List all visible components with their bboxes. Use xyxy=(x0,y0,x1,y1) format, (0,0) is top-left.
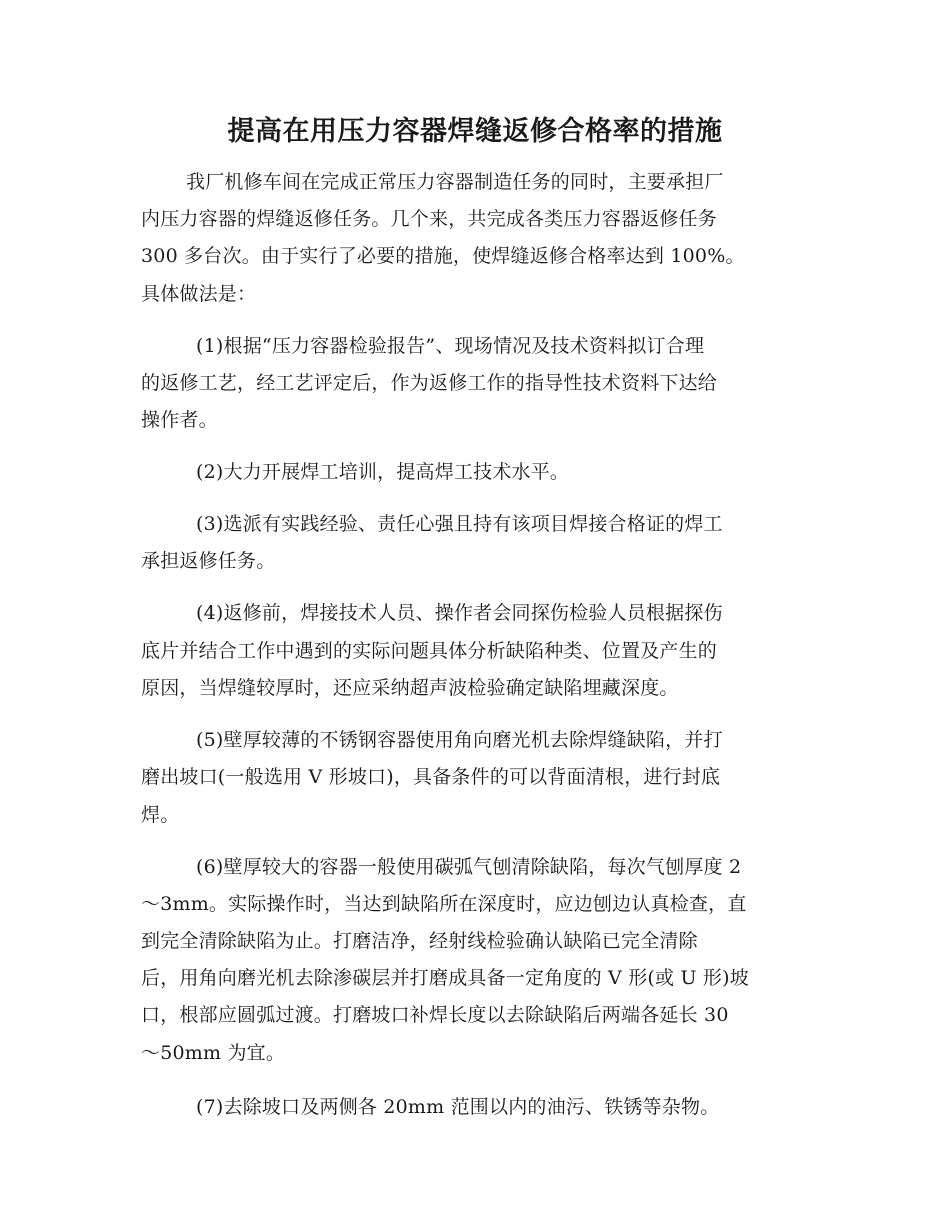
paragraph-line: 内压力容器的焊缝返修任务。几个来，共完成各类压力容器返修任务 xyxy=(141,208,718,230)
paragraph-line: 具体做法是： xyxy=(141,283,257,305)
paragraph-line: ～3mm。实际操作时，当达到缺陷所在深度时，应边刨边认真检查，直 xyxy=(141,893,747,915)
paragraph-line: (5)壁厚较薄的不锈钢容器使用角向磨光机去除焊缝缺陷，并打 xyxy=(196,729,723,751)
paragraph-line: 底片并结合工作中遇到的实际问题具体分析缺陷种类、位置及产生的 xyxy=(141,640,718,662)
paragraph-line: 原因，当焊缝较厚时，还应采纳超声波检验确定缺陷埋藏深度。 xyxy=(141,677,679,699)
paragraph-line: 操作者。 xyxy=(141,409,218,431)
document-title: 提高在用压力容器焊缝返修合格率的措施 xyxy=(227,116,723,147)
paragraph-line: 我厂机修车间在完成正常压力容器制造任务的同时，主要承担厂 xyxy=(186,171,724,193)
paragraph-line: (2)大力开展焊工培训，提高焊工技术水平。 xyxy=(196,461,570,483)
paragraph-line: 的返修工艺，经工艺评定后，作为返修工作的指导性技术资料下达给 xyxy=(141,372,718,394)
paragraph-line: 口，根部应圆弧过渡。打磨坡口补焊长度以去除缺陷后两端各延长 30 xyxy=(141,1004,729,1026)
paragraph-line: (7)去除坡口及两侧各 20mm 范围以内的油污、铁锈等杂物。 xyxy=(196,1096,720,1118)
paragraph-line: 承担返修任务。 xyxy=(141,550,276,572)
paragraph-line: 焊。 xyxy=(141,804,180,826)
paragraph-line: 300 多台次。由于实行了必要的措施，使焊缝返修合格率达到 100%。 xyxy=(141,245,745,267)
paragraph-line: (1)根据“压力容器检验报告”、现场情况及技术资料拟订合理 xyxy=(196,335,705,357)
paragraph-line: 到完全清除缺陷为止。打磨洁净，经射线检验确认缺陷已完全清除 xyxy=(141,930,698,952)
paragraph-line: 磨出坡口(一般选用 V 形坡口)，具备条件的可以背面清根，进行封底 xyxy=(141,766,721,788)
paragraph-line: (3)选派有实践经验、责任心强且持有该项目焊接合格证的焊工 xyxy=(196,513,723,535)
paragraph-line: 后，用角向磨光机去除渗碳层并打磨成具备一定角度的 V 形(或 U 形)坡 xyxy=(141,967,749,989)
paragraph-line: (6)壁厚较大的容器一般使用碳弧气刨清除缺陷，每次气刨厚度 2 xyxy=(196,856,742,878)
paragraph-line: (4)返修前，焊接技术人员、操作者会同探伤检验人员根据探伤 xyxy=(196,602,723,624)
paragraph-line: ～50mm 为宜。 xyxy=(141,1042,286,1064)
